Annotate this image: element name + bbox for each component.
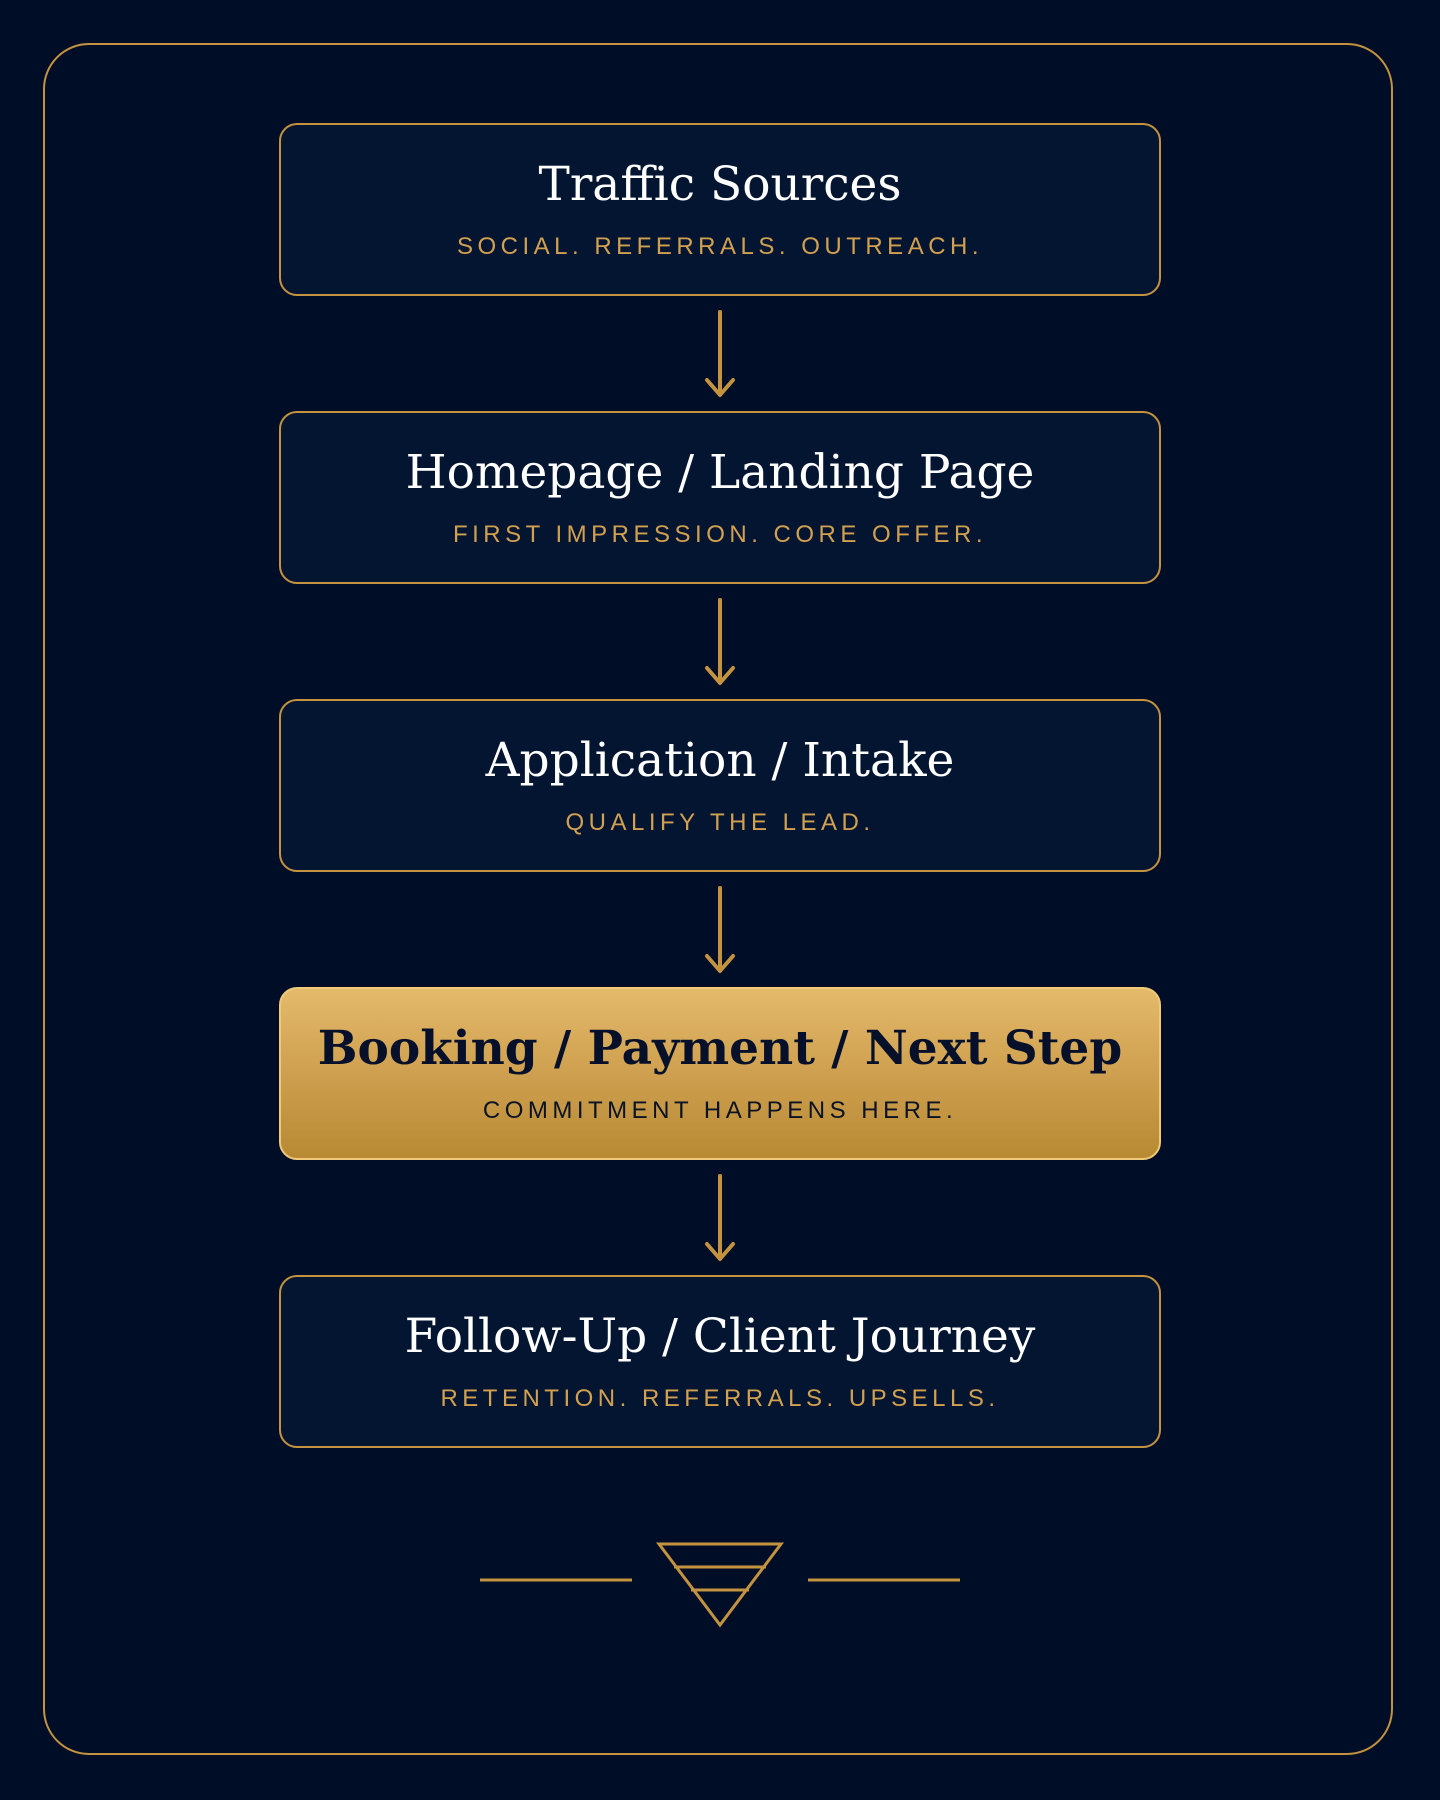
footer-ornament xyxy=(0,1530,1440,1630)
arrow-down-icon xyxy=(700,884,740,976)
step-booking-payment-next-step xyxy=(279,987,1161,1160)
step-application-intake xyxy=(279,699,1161,872)
step-subtitle: FIRST IMPRESSION. CORE OFFER. xyxy=(452,521,988,548)
arrow-down-icon xyxy=(700,308,740,400)
step-title: Homepage / Landing Page xyxy=(405,445,1035,500)
step-title: Application / Intake xyxy=(485,733,955,788)
step-subtitle: COMMITMENT HAPPENS HERE. xyxy=(482,1097,958,1124)
step-follow-up-client-journey xyxy=(279,1275,1161,1448)
step-title: Follow-Up / Client Journey xyxy=(404,1309,1036,1364)
step-title: Booking / Payment / Next Step xyxy=(317,1021,1123,1076)
step-subtitle: RETENTION. REFERRALS. UPSELLS. xyxy=(440,1385,1000,1412)
step-traffic-sources xyxy=(279,123,1161,296)
arrow-down-icon xyxy=(700,1172,740,1264)
step-subtitle: QUALIFY THE LEAD. xyxy=(565,809,875,836)
step-subtitle: SOCIAL. REFERRALS. OUTREACH. xyxy=(456,233,984,260)
arrow-down-icon xyxy=(700,596,740,688)
funnel-icon xyxy=(659,1544,781,1625)
step-homepage-landing-page xyxy=(279,411,1161,584)
step-title: Traffic Sources xyxy=(538,157,902,212)
